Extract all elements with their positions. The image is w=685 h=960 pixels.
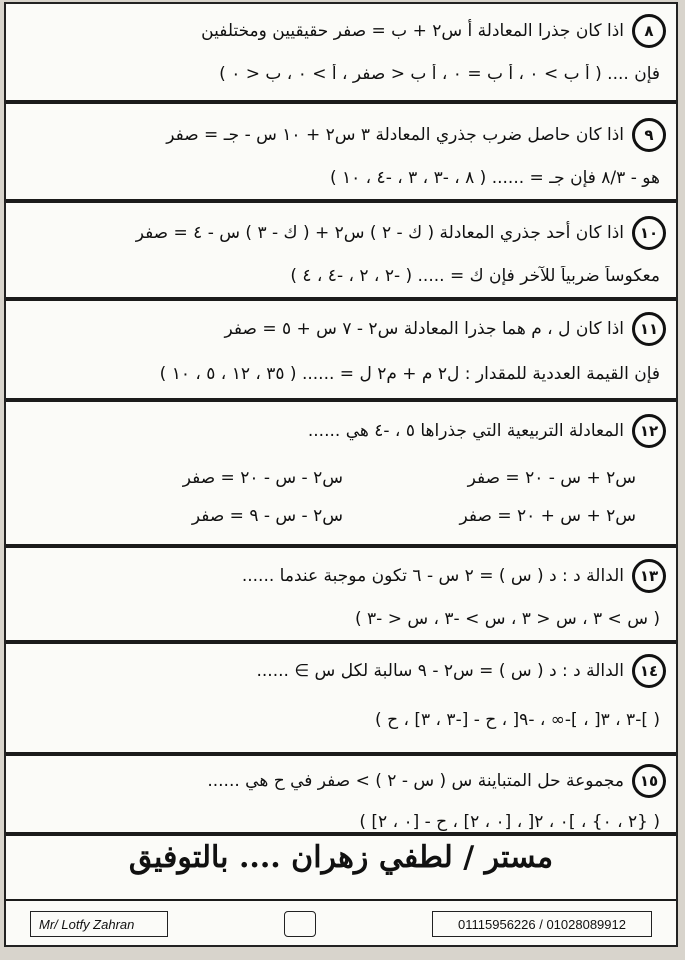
- question-8: [6, 14, 676, 84]
- question-text: اذا كان أحد جذري المعادلة ( ك - ٢ ) س٢ + ( ك - ٣ ) س - ٤ = صفر: [135, 222, 624, 243]
- phone-numbers: 01115956226 / 01028089912: [458, 916, 626, 932]
- question-number-badge: ٨: [632, 14, 666, 48]
- footer-bar: [30, 909, 652, 939]
- choice-d: س٢ - س - ٩ = صفر: [191, 506, 343, 526]
- question-choices: فإن القيمة العددية للمقدار : ل٢ م + م٢ ل = ...... ( ٣٥ ، ١٢ ، ٥ ، ١٠ ): [159, 364, 660, 384]
- question-text: مجموعة حل المتباينة س ( س - ٢ ) > صفر في ح هي ......: [207, 770, 624, 791]
- choice-grid: [20, 468, 666, 526]
- question-choices: ( س > ٣ ، س < ٣ ، س > -٣ ، س < -٣ ): [354, 609, 660, 629]
- question-14: [6, 654, 676, 730]
- section-divider: [6, 199, 676, 203]
- question-text: المعادلة التربيعية التي جذراها ٥ ، -٤ هي ......: [307, 420, 624, 441]
- question-choices: فإن .... ( أ ب > ٠ ، أ ب = ٠ ، أ ب < صفر ، أ > ٠ ، ب < ٠ ): [219, 64, 660, 84]
- blank-box: [284, 911, 316, 937]
- question-text: اذا كان حاصل ضرب جذري المعادلة ٣ س٢ + ١٠ س - جـ = صفر: [166, 124, 624, 145]
- question-number-badge: ١١: [632, 312, 666, 346]
- question-choices: ( {٢ ، ٠} ، ]٠ ، ٢[ ، [٠ ، ٢] ، ح - [٠ ، ٢] ): [359, 812, 660, 832]
- question-number-badge: ١٥: [632, 764, 666, 798]
- author-name: Mr/ Lotfy Zahran: [39, 916, 135, 932]
- section-divider: [6, 398, 676, 402]
- question-number-badge: ١٢: [632, 414, 666, 448]
- worksheet-page: [4, 2, 678, 947]
- question-15: [6, 764, 676, 832]
- author-box: [30, 911, 168, 937]
- question-number-badge: ١٣: [632, 559, 666, 593]
- section-divider: [6, 752, 676, 756]
- question-text: الدالة د : د ( س ) = ٢ س - ٦ تكون موجبة عندما ......: [241, 565, 624, 586]
- section-divider: [6, 544, 676, 548]
- question-text: الدالة د : د ( س ) = س٢ - ٩ سالبة لكل س ∋ ......: [256, 660, 624, 681]
- question-9: [6, 118, 676, 188]
- question-number-badge: ١٠: [632, 216, 666, 250]
- closing-signature: مستر / لطفي زهران .... بالتوفيق: [128, 840, 554, 875]
- question-text: اذا كان جذرا المعادلة أ س٢ + ب = صفر حقيقيين ومختلفين: [201, 20, 624, 41]
- question-choices: ( ]-٣ ، ٣[ ، ]-∞ ، -٩[ ، ح - [-٣ ، ٣] ، ح ): [375, 710, 660, 730]
- footer-divider: [6, 899, 676, 901]
- question-13: [6, 559, 676, 629]
- section-divider: [6, 640, 676, 644]
- choice-a: س٢ + س - ٢٠ = صفر: [467, 468, 636, 488]
- section-divider: [6, 100, 676, 104]
- question-number-badge: ١٤: [632, 654, 666, 688]
- question-choices: هو - ٨/٣ فإن جـ = ...... ( ٨ ، -٣ ، ٣ ، -٤ ، ١٠ ): [329, 168, 660, 188]
- question-12: [6, 414, 676, 526]
- question-text: اذا كان ل ، م هما جذرا المعادلة س٢ - ٧ س + ٥ = صفر: [224, 318, 624, 339]
- choice-c: س٢ + س + ٢٠ = صفر: [459, 506, 636, 526]
- section-divider: [6, 297, 676, 301]
- question-11: [6, 312, 676, 384]
- phones-box: [432, 911, 652, 937]
- question-number-badge: ٩: [632, 118, 666, 152]
- choice-b: س٢ - س - ٢٠ = صفر: [182, 468, 343, 488]
- section-divider: [6, 832, 676, 836]
- question-10: [6, 216, 676, 286]
- question-choices: معكوساً ضربياً للآخر فإن ك = ..... ( -٢ ، ٢ ، -٤ ، ٤ ): [290, 266, 660, 286]
